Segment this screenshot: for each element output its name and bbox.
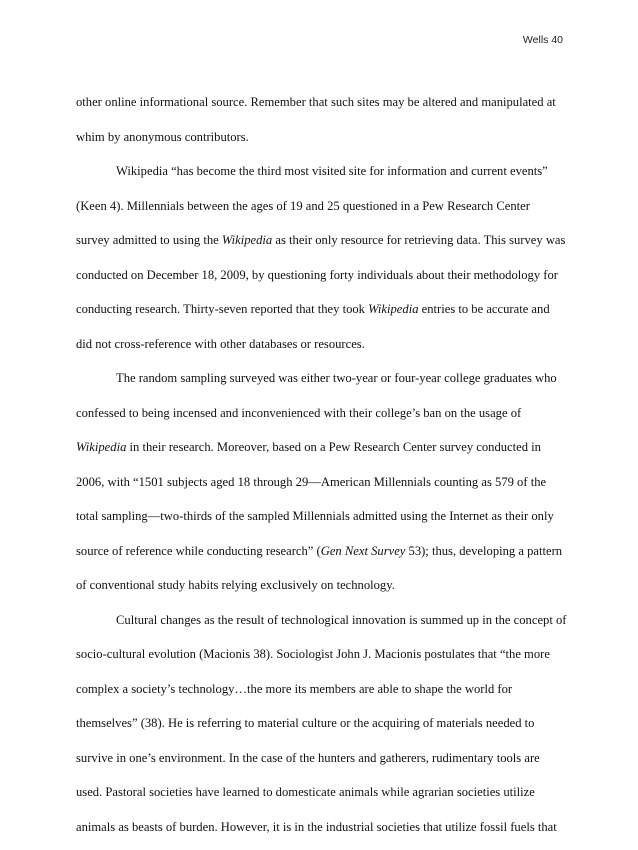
text-line	[76, 505, 566, 540]
text-run: conducted on December 18, 2009, by questioning forty individuals about their methodology for	[76, 268, 558, 282]
text-line	[76, 91, 566, 126]
text-line	[76, 678, 566, 713]
text-line	[76, 609, 566, 644]
text-line	[76, 574, 566, 609]
text-run: complex a society’s technology…the more its members are able to shape the world for	[76, 682, 512, 696]
body-text	[76, 91, 566, 850]
text-line	[76, 264, 566, 299]
text-run: survive in one’s environment. In the case of the hunters and gatherers, rudimentary tools are	[76, 751, 540, 765]
running-head: Wells 40	[523, 34, 563, 46]
text-line	[76, 712, 566, 747]
italic-title: Wikipedia	[222, 233, 272, 247]
text-run: total sampling—two-thirds of the sampled Millennials admitted using the Internet as their only	[76, 509, 554, 523]
text-run: conducting research. Thirty-seven reported that they took	[76, 302, 368, 316]
text-run: source of reference while conducting research” (	[76, 544, 321, 558]
text-run: other online informational source. Remember that such sites may be altered and manipulated at	[76, 95, 556, 109]
text-run: survey admitted to using the	[76, 233, 222, 247]
italic-title: Gen Next Survey	[321, 544, 406, 558]
text-line	[76, 540, 566, 575]
italic-title: Wikipedia	[368, 302, 418, 316]
text-run: themselves” (38). He is referring to material culture or the acquiring of materials needed to	[76, 716, 534, 730]
text-run: in their research. Moreover, based on a Pew Research Center survey conducted in	[126, 440, 541, 454]
text-line	[76, 781, 566, 816]
text-run: 2006, with “1501 subjects aged 18 through 29—American Millennials counting as 579 of the	[76, 475, 546, 489]
text-line	[76, 195, 566, 230]
text-run: as their only resource for retrieving data. This survey was	[272, 233, 565, 247]
text-line	[76, 298, 566, 333]
text-line	[76, 126, 566, 161]
text-line	[76, 160, 566, 195]
text-run: entries to be accurate and	[419, 302, 550, 316]
text-line	[76, 816, 566, 850]
text-line	[76, 747, 566, 782]
text-line	[76, 402, 566, 437]
text-run: socio-cultural evolution (Macionis 38). Sociologist John J. Macionis postulates that “the more	[76, 647, 550, 661]
text-run: did not cross-reference with other databases or resources.	[76, 337, 365, 351]
text-line	[76, 643, 566, 678]
text-run: (Keen 4). Millennials between the ages of 19 and 25 questioned in a Pew Research Center	[76, 199, 530, 213]
text-run: animals as beasts of burden. However, it is in the industrial societies that utilize fossil fuels that	[76, 820, 557, 834]
text-run: used. Pastoral societies have learned to domesticate animals while agrarian societies utilize	[76, 785, 535, 799]
text-run: of conventional study habits relying exclusively on technology.	[76, 578, 395, 592]
text-run: The random sampling surveyed was either two-year or four-year college graduates who	[116, 371, 557, 385]
text-line	[76, 436, 566, 471]
text-run: whim by anonymous contributors.	[76, 130, 249, 144]
text-line	[76, 367, 566, 402]
text-run: Cultural changes as the result of technological innovation is summed up in the concept of	[116, 613, 566, 627]
text-line	[76, 333, 566, 368]
text-run: Wikipedia “has become the third most visited site for information and current events”	[116, 164, 548, 178]
text-line	[76, 471, 566, 506]
italic-title: Wikipedia	[76, 440, 126, 454]
text-run: confessed to being incensed and inconvenienced with their college’s ban on the usage of	[76, 406, 521, 420]
text-run: 53); thus, developing a pattern	[405, 544, 562, 558]
text-line	[76, 229, 566, 264]
